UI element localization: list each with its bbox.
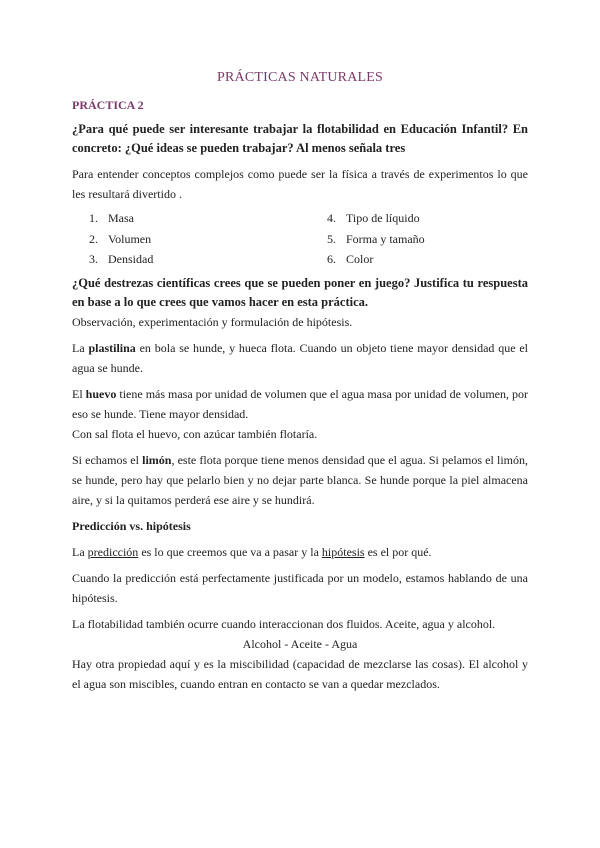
plastilina-paragraph: La plastilina en bola se hunde, y hueca flota. Cuando un objeto tiene mayor densidad que el agua se hunde. [72,340,528,375]
document-page [72,70,528,694]
ideas-list-left [72,208,300,270]
sal-paragraph: Con sal flota el huevo, con azúcar también flotaría. [72,426,318,441]
list-item: 2. Volumen [89,231,152,246]
ideas-list-right [300,208,528,270]
prediccion-heading: Predicción vs. hipótesis [72,518,191,533]
list-item: 5. Forma y tamaño [327,231,425,246]
prediccion-paragraph: La predicción es lo que creemos que va a pasar y la hipótesis es el por qué. [72,544,432,559]
skills-paragraph: Observación, experimentación y formulación de hipótesis. [72,314,353,329]
fluid-order: Alcohol - Aceite - Agua [242,636,358,651]
question-1: ¿Para qué puede ser interesante trabajar la flotabilidad en Educación Infantil? En concreto: ¿Qué ideas se pueden trabajar? Al menos señala tres [72,122,528,155]
document-title: PRÁCTICAS NATURALES [217,70,383,85]
ideas-list [72,208,528,270]
answer-1: Para entender conceptos complejos como puede ser la física a través de experimentos lo que les resultará divertido . [72,167,528,201]
question-2: ¿Qué destrezas científicas crees que se pueden poner en juego? Justifica tu respuesta en base a lo que crees que vamos hacer en esta práctica. [72,275,528,309]
list-item: 1. Masa [89,211,134,225]
limon-paragraph: Si echamos el limón, este flota porque tiene menos densidad que el agua. Si pelamos el limón, se hunde, pero hay que pelarlo bien y no dejar parte blanca. Se hunde porque la piel almacena aire, y si la quitamos perderá ese aire y se hundirá. [72,452,528,507]
section-subtitle: PRÁCTICA 2 [72,98,144,112]
modelo-paragraph: Cuando la predicción está perfectamente justificada por un modelo, estamos hablando de una hipótesis. [72,570,528,605]
miscibilidad-paragraph: Hay otra propiedad aquí y es la miscibilidad (capacidad de mezclarse las cosas). El alcohol y el agua son miscibles, cuando entran en contacto se van a quedar mezclados. [72,656,528,691]
huevo-paragraph: El huevo tiene más masa por unidad de volumen que el agua masa por unidad de volumen, por eso se hunde. Tiene mayor densidad. [72,386,528,421]
list-item: 3. Densidad [89,252,154,266]
list-item: 6. Color [327,252,374,266]
fluidos-paragraph: La flotabilidad también ocurre cuando interaccionan dos fluidos. Aceite, agua y alcohol. [72,616,496,631]
list-item: 4. Tipo de líquido [327,211,420,225]
